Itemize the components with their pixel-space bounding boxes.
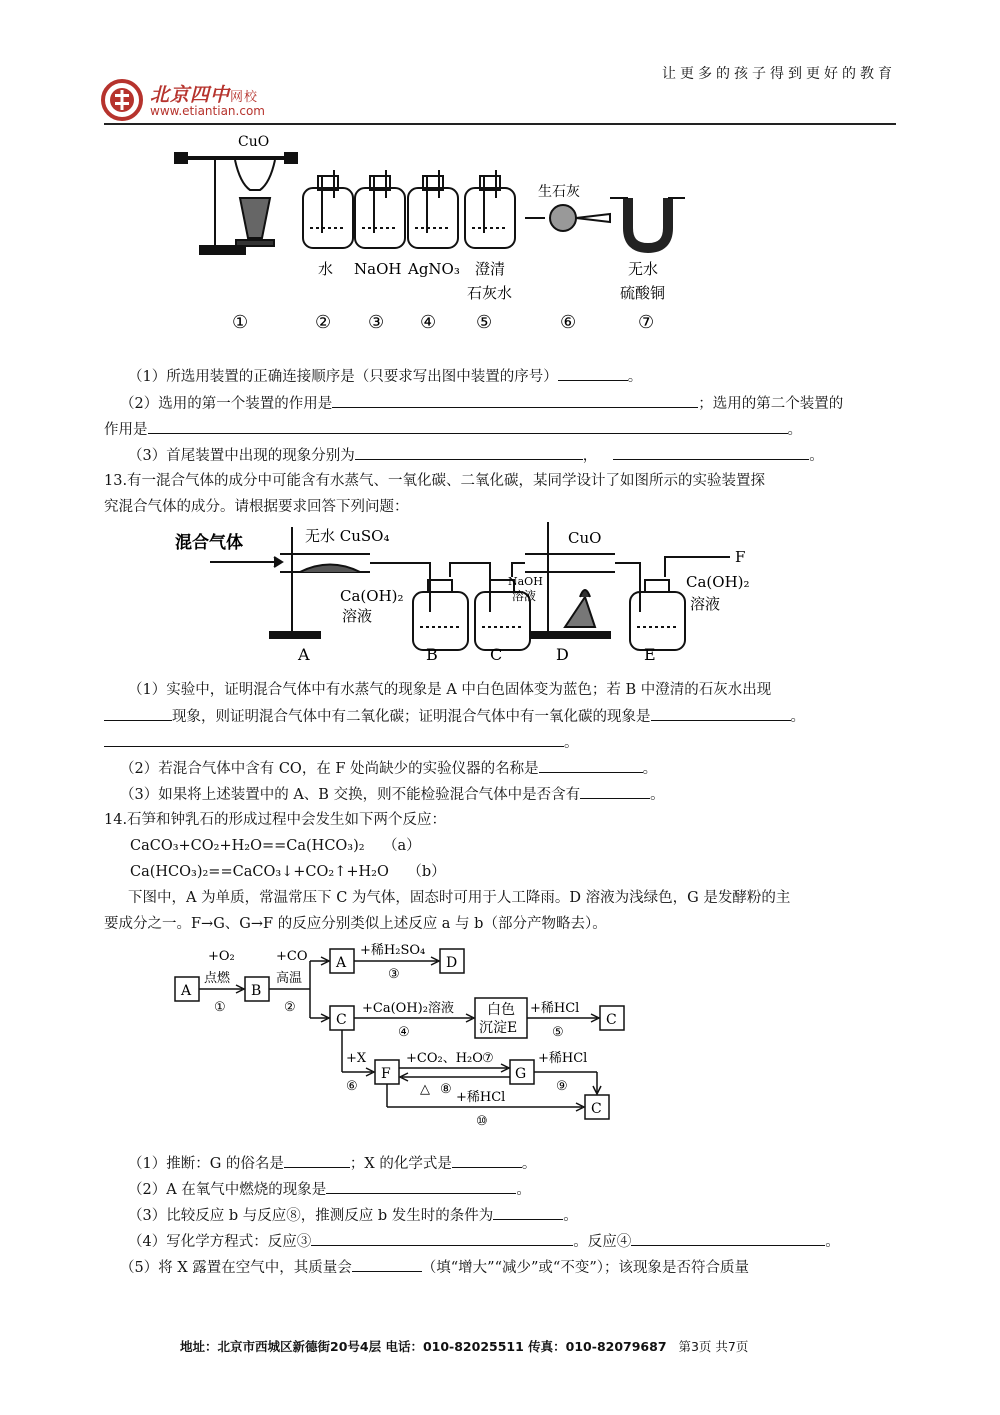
q13-line1: （1）实验中，证明混合气体中有水蒸气的现象是 A 中白色固体变为蓝色；若 B 中澄清的石灰水出现: [128, 682, 772, 698]
flow-g: G: [515, 1066, 527, 1082]
bottle-label-naoh: NaOH: [354, 260, 402, 278]
q13-intro-2: 究混合气体的成分。请根据要求回答下列问题：: [104, 499, 409, 515]
footer-address: 地址：北京市西城区新德街20号4层 电话：010-82025511 传真：010-82079687: [180, 1339, 667, 1354]
footer: [180, 1337, 748, 1355]
r5-num: ⑤: [552, 1025, 564, 1040]
r10-top: +稀HCl: [456, 1090, 506, 1105]
fig2-letter-a: A: [298, 645, 310, 664]
logo-emblem-icon: [100, 78, 146, 122]
fig1-num-1: ①: [232, 312, 249, 333]
r9-top: +稀HCl: [538, 1051, 588, 1066]
flow-a2: A: [336, 955, 347, 971]
q14-line2: （2）A 在氧气中燃烧的现象是 。: [128, 1179, 928, 1200]
flow-a: A: [181, 983, 192, 999]
blank[interactable]: [558, 366, 628, 381]
q14-line1: （1）推断：G 的俗名是 ；X 的化学式是 。: [128, 1153, 928, 1174]
flow-e-1: 白色: [487, 1002, 515, 1018]
apparatus-figure-1: [170, 128, 700, 338]
fig2-caoh2-a: Ca(OH)₂: [340, 587, 404, 605]
q14-eq-a: CaCO₃+CO₂+H₂O==Ca(HCO₃)₂ （a）: [130, 838, 421, 854]
r6-num: ⑥: [346, 1079, 358, 1094]
r7-num: ⑦: [482, 1051, 494, 1066]
fig2-sol-e: 溶液: [690, 595, 721, 613]
r4-top: +Ca(OH)₂溶液: [362, 1001, 454, 1016]
blank[interactable]: [452, 1153, 522, 1168]
fig1-utube-2: 硫酸铜: [620, 284, 666, 302]
q12-line2: （2）选用的第一个装置的作用是 ；选用的第二个装置的: [120, 393, 920, 414]
q14-line4: （4）写化学方程式：反应③ 。反应④ 。: [128, 1231, 928, 1252]
r2-top: +CO: [276, 949, 308, 964]
fig2-letter-e: E: [644, 645, 656, 664]
fig1-num-4: ④: [420, 312, 437, 333]
bottle-label-water: 水: [318, 260, 334, 278]
fig2-caoh2-e: Ca(OH)₂: [686, 573, 750, 591]
blank[interactable]: [326, 1179, 516, 1194]
bottle-label-limewater-2: 石灰水: [467, 284, 513, 302]
fig1-utube-1: 无水: [628, 260, 659, 278]
r8-mid: △: [420, 1082, 430, 1097]
r1-top: +O₂: [208, 949, 235, 964]
q13-line3: 。: [104, 732, 904, 753]
blank[interactable]: [332, 393, 698, 408]
footer-page: 第3页 共7页: [678, 1339, 749, 1354]
r6-top: +X: [346, 1051, 367, 1066]
bottle-3: [355, 170, 405, 248]
q14-eq-b: Ca(HCO₃)₂==CaCO₃↓+CO₂↑+H₂O （b）: [130, 864, 446, 880]
q14-intro: 14.石笋和钟乳石的形成过程中会发生如下两个反应：: [104, 812, 447, 828]
header-rule: [104, 123, 896, 125]
fig1-num-5: ⑤: [476, 312, 493, 333]
q12-line4: （3）首尾装置中出现的现象分别为 ， 。: [128, 445, 928, 466]
r3-num: ③: [388, 967, 400, 982]
r7-top: +CO₂、H₂O: [406, 1051, 483, 1066]
apparatus-figure-2: [170, 517, 770, 667]
fig2-gas-label: 混合气体: [175, 533, 243, 553]
blank[interactable]: [539, 758, 643, 773]
r9-num: ⑨: [556, 1079, 568, 1094]
flow-c: C: [336, 1012, 347, 1028]
q14-desc-2: 要成分之一。F→G、G→F 的反应分别类似上述反应 a 与 b（部分产物略去）。: [104, 916, 607, 932]
flow-e-2: 沉淀E: [479, 1020, 518, 1036]
blank[interactable]: [148, 419, 788, 434]
fig1-lime: 生石灰: [538, 184, 580, 200]
blank[interactable]: [631, 1231, 825, 1246]
r2-mid: 高温: [276, 971, 303, 986]
fig1-num-2: ②: [315, 312, 332, 333]
fig2-cuso4: 无水 CuSO₄: [305, 527, 390, 545]
bottle-label-agno3: AgNO₃: [408, 260, 460, 278]
r5-top: +稀HCl: [530, 1001, 580, 1016]
r10-num: ⑩: [476, 1114, 488, 1129]
q12-line1: （1）所选用装置的正确连接顺序是（只要求写出图中装置的序号） 。: [128, 366, 928, 387]
flow-diagram: [170, 940, 650, 1130]
blank[interactable]: [311, 1231, 573, 1246]
q13-line5: （3）如果将上述装置中的 A、B 交换，则不能检验混合气体中是否含有 。: [120, 784, 920, 805]
blank[interactable]: [493, 1205, 563, 1220]
fig1-cuo: CuO: [238, 134, 270, 150]
blank[interactable]: [104, 732, 564, 747]
fig2-letter-c: C: [490, 645, 503, 664]
fig1-num-3: ③: [368, 312, 385, 333]
blank[interactable]: [651, 706, 791, 721]
q14-line3: （3）比较反应 b 与反应⑧，推测反应 b 发生时的条件为 。: [128, 1205, 928, 1226]
fig1-num-6: ⑥: [560, 312, 577, 333]
bottle-label-limewater-1: 澄清: [475, 260, 506, 278]
r1-mid: 点燃: [204, 971, 231, 986]
bottle-2: [303, 170, 353, 248]
fig2-cuo: CuO: [568, 529, 602, 547]
flow-c2: C: [606, 1012, 617, 1028]
r3-top: +稀H₂SO₄: [360, 943, 426, 958]
flow-f: F: [381, 1066, 391, 1082]
logo: [100, 78, 290, 122]
bottle-5: [465, 170, 515, 248]
fig2-letter-d: D: [556, 645, 569, 664]
fig1-num-7: ⑦: [638, 312, 655, 333]
fig2-letter-b: B: [426, 645, 438, 664]
blank[interactable]: [613, 445, 809, 460]
q14-line5: （5）将 X 露置在空气中，其质量会 （填“增大”“减少”或“不变”）；该现象是否符合质量: [120, 1257, 920, 1278]
flow-b: B: [251, 983, 262, 999]
r8-num: ⑧: [440, 1082, 452, 1097]
blank[interactable]: [355, 445, 583, 460]
logo-name: 北京四中网校: [150, 84, 259, 106]
fig2-sol-a: 溶液: [342, 607, 373, 625]
blank[interactable]: [580, 784, 650, 799]
q13-intro-1: 13.有一混合气体的成分中可能含有水蒸气、一氧化碳、二氧化碳，某同学设计了如图所示的实验装置探: [104, 473, 766, 489]
q14-desc-1: 下图中，A 为单质，常温常压下 C 为气体，固态时可用于人工降雨。D 溶液为浅绿色，G 是发酵粉的主: [128, 890, 791, 906]
fig2-sol-c: 溶液: [512, 589, 537, 603]
blank[interactable]: [104, 706, 172, 721]
q12-line3: 作用是 。: [104, 419, 904, 440]
r2-num: ②: [284, 1000, 296, 1015]
flow-d: D: [446, 955, 458, 971]
r1-num: ①: [214, 1000, 226, 1015]
q13-line2: 现象，则证明混合气体中有二氧化碳；证明混合气体中有一氧化碳的现象是 。: [104, 706, 904, 727]
blank[interactable]: [284, 1153, 350, 1168]
r4-num: ④: [398, 1025, 410, 1040]
logo-url: www.etiantian.com: [150, 104, 265, 118]
header-slogan: 让更多的孩子得到更好的教育: [662, 66, 896, 82]
fig2-naoh: NaOH: [508, 575, 543, 588]
bottle-4: [408, 170, 458, 248]
q13-line4: （2）若混合气体中含有 CO，在 F 处尚缺少的实验仪器的名称是 。: [120, 758, 920, 779]
fig2-f: F: [735, 548, 746, 566]
flow-c3: C: [591, 1101, 602, 1117]
blank[interactable]: [352, 1257, 422, 1272]
